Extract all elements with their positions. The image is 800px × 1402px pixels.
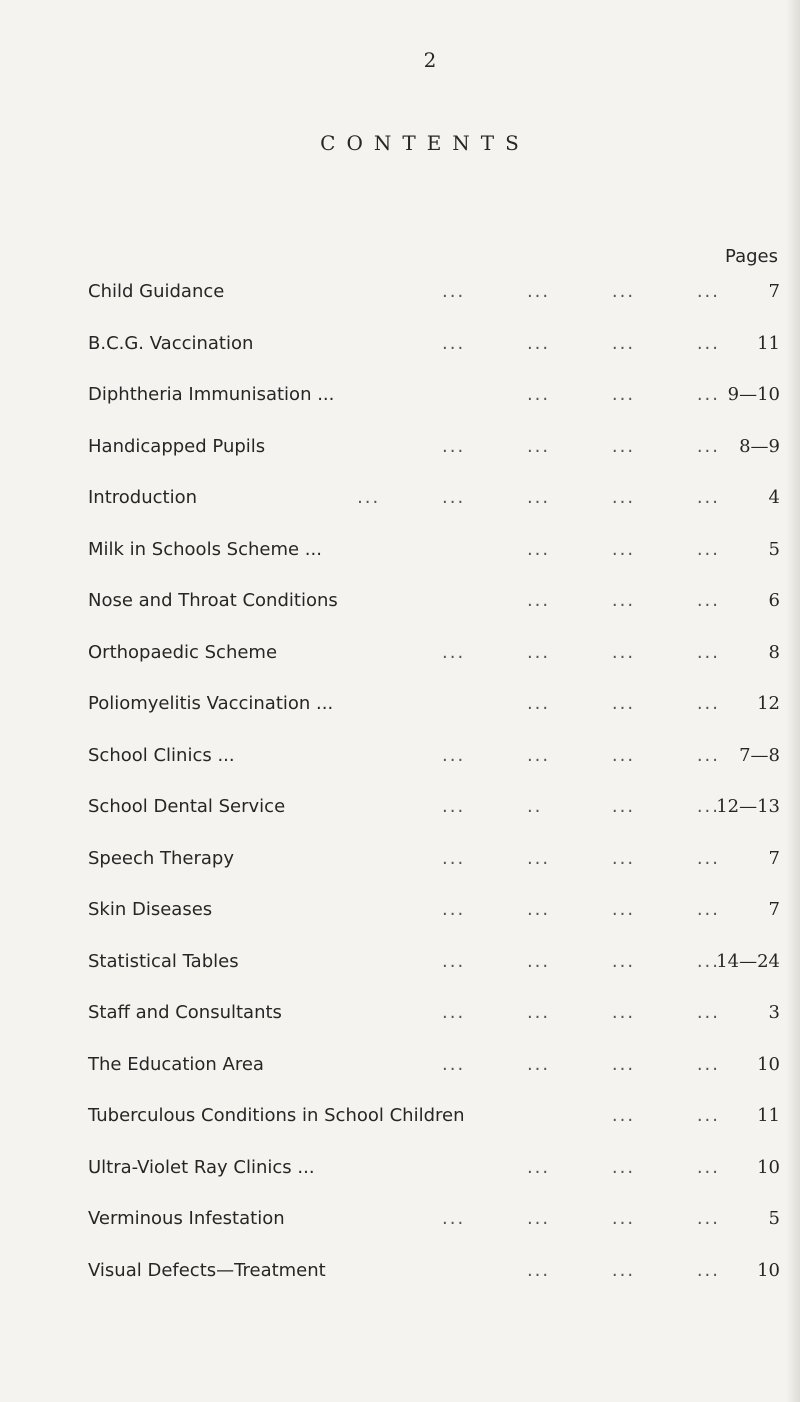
entry-label: Skin Diseases bbox=[88, 899, 213, 920]
entry-page: 9—10 bbox=[727, 384, 780, 405]
entry-label: Nose and Throat Conditions bbox=[88, 590, 338, 611]
leader-dots: ... ... ... ... bbox=[442, 1002, 720, 1023]
contents-list bbox=[88, 274, 780, 1304]
leader-dots: ... ... ... ... bbox=[442, 899, 720, 920]
leader-dots: ... ... ... ... bbox=[442, 281, 720, 302]
contents-entry bbox=[88, 686, 780, 738]
leader-dots: ... ... ... ... bbox=[442, 744, 720, 766]
entry-page: 11 bbox=[757, 332, 780, 354]
entry-page: 7 bbox=[768, 899, 780, 920]
leader-dots: ... .. ... ... bbox=[442, 796, 720, 817]
contents-entry bbox=[88, 480, 780, 532]
leader-dots: ... ... ... bbox=[526, 1259, 720, 1281]
entry-label: Speech Therapy bbox=[88, 847, 235, 869]
contents-entry bbox=[88, 738, 780, 790]
entry-page: 11 bbox=[757, 1105, 780, 1126]
page-number: 2 bbox=[423, 48, 437, 72]
page-title: CONTENTS bbox=[320, 131, 530, 155]
contents-entry bbox=[88, 429, 780, 481]
contents-entry bbox=[88, 1150, 780, 1202]
entry-page: 3 bbox=[768, 1002, 780, 1023]
leader-dots: ... ... ... bbox=[526, 384, 720, 405]
entry-page: 12 bbox=[757, 693, 780, 714]
leader-dots: ... ... ... bbox=[526, 693, 720, 714]
entry-page: 5 bbox=[768, 1208, 780, 1229]
entry-page: 10 bbox=[757, 1156, 780, 1178]
entry-page: 12—13 bbox=[716, 796, 780, 817]
entry-label: School Clinics ... bbox=[88, 744, 235, 766]
entry-page: 7 bbox=[768, 281, 780, 302]
entry-label: School Dental Service bbox=[88, 796, 286, 817]
leader-dots: ... ... bbox=[611, 1105, 720, 1126]
entry-label: The Education Area bbox=[88, 1053, 264, 1075]
contents-entry bbox=[88, 1098, 780, 1150]
contents-entry bbox=[88, 274, 780, 326]
entry-page: 8 bbox=[768, 641, 780, 663]
leader-dots: ... ... ... ... bbox=[442, 332, 720, 354]
entry-label: Verminous Infestation bbox=[88, 1208, 285, 1229]
entry-page: 10 bbox=[757, 1259, 780, 1281]
entry-page: 8—9 bbox=[739, 435, 780, 457]
leader-dots: ... ... ... ... bbox=[442, 435, 720, 457]
contents-entry bbox=[88, 1253, 780, 1305]
leader-dots: ... ... ... bbox=[526, 538, 720, 560]
entry-page: 6 bbox=[768, 590, 780, 611]
leader-dots: ... ... ... ... bbox=[442, 847, 720, 869]
entry-label: Milk in Schools Scheme ... bbox=[88, 538, 322, 560]
contents-entry bbox=[88, 377, 780, 429]
contents-entry bbox=[88, 583, 780, 635]
leader-dots: ... ... ... ... bbox=[442, 641, 720, 663]
leader-dots: ... ... ... ... bbox=[442, 950, 720, 972]
entry-label: Ultra-Violet Ray Clinics ... bbox=[88, 1156, 315, 1178]
entry-label: Poliomyelitis Vaccination ... bbox=[88, 693, 334, 714]
leader-dots: ... ... ... ... bbox=[442, 1208, 720, 1229]
entry-page: 14—24 bbox=[716, 950, 780, 972]
entry-label: Visual Defects—Treatment bbox=[88, 1259, 326, 1281]
entry-page: 5 bbox=[768, 538, 780, 560]
contents-entry bbox=[88, 841, 780, 893]
contents-entry bbox=[88, 892, 780, 944]
entry-page: 7—8 bbox=[739, 744, 780, 766]
pages-column-header: Pages bbox=[725, 246, 778, 267]
entry-label: Staff and Consultants bbox=[88, 1002, 282, 1023]
entry-label: Introduction bbox=[88, 487, 198, 508]
entry-label: Statistical Tables bbox=[88, 950, 239, 972]
contents-entry bbox=[88, 995, 780, 1047]
entry-label: Child Guidance bbox=[88, 281, 225, 302]
entry-page: 4 bbox=[768, 487, 780, 508]
contents-entry bbox=[88, 1047, 780, 1099]
entry-label: Handicapped Pupils bbox=[88, 435, 266, 457]
leader-dots: ... ... ... ... ... bbox=[357, 487, 720, 508]
entry-label: Orthopaedic Scheme bbox=[88, 641, 278, 663]
entry-label: B.C.G. Vaccination bbox=[88, 332, 254, 354]
leader-dots: ... ... ... bbox=[526, 1156, 720, 1178]
contents-entry bbox=[88, 944, 780, 996]
leader-dots: ... ... ... ... bbox=[442, 1053, 720, 1075]
contents-entry bbox=[88, 532, 780, 584]
contents-entry bbox=[88, 635, 780, 687]
entry-label: Tuberculous Conditions in School Children bbox=[88, 1105, 465, 1126]
contents-entry bbox=[88, 326, 780, 378]
entry-label: Diphtheria Immunisation ... bbox=[88, 384, 335, 405]
contents-entry bbox=[88, 789, 780, 841]
entry-page: 7 bbox=[768, 847, 780, 869]
entry-page: 10 bbox=[757, 1053, 780, 1075]
contents-entry bbox=[88, 1201, 780, 1253]
leader-dots: ... ... ... bbox=[526, 590, 720, 611]
page-edge-shadow bbox=[786, 0, 800, 1402]
